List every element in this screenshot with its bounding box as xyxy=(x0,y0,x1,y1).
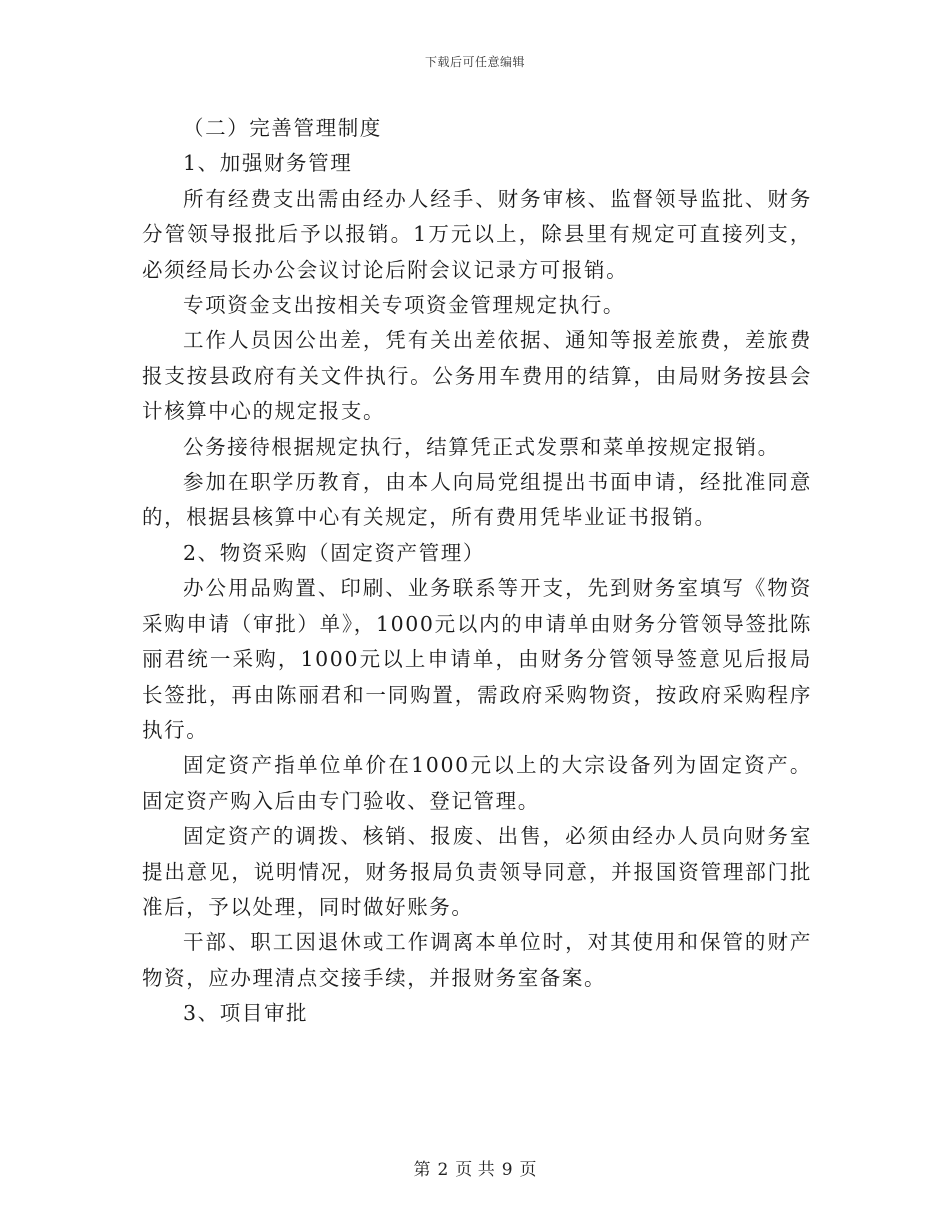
finance-heading: 1、加强财务管理 xyxy=(183,151,353,176)
procurement-heading: 2、物资采购（固定资产管理） xyxy=(183,540,485,565)
total-pages-number: 9 xyxy=(501,1160,513,1180)
procurement-paragraph: 固定资产的调拨、核销、报废、出售，必须由经办人员向财务室提出意见，说明情况，财务报局负责领导同意，并报国资管理部门批准后，予以处理，同时做好账务。 xyxy=(142,824,812,919)
procurement-paragraph: 干部、职工因退休或工作调离本单位时，对其使用和保管的财产物资，应办理清点交接手续，并报财务室备案。 xyxy=(142,930,812,990)
page-label-prefix: 第 xyxy=(413,1160,431,1180)
procurement-paragraph: 办公用品购置、印刷、业务联系等开支，先到财务室填写《物资采购申请（审批）单》，1000元以内的申请单由财务分管领导签批陈丽君统一采购，1000元以上申请单，由财务分管领导签意见后报局长签批，再由陈丽君和一同购置，需政府采购物资，按政府采购程序执行。 xyxy=(142,576,812,742)
project-heading: 3、项目审批 xyxy=(183,1001,309,1026)
page-label-suffix: 页 xyxy=(519,1160,537,1180)
page-header: 下载后可任意编辑 xyxy=(424,55,525,69)
finance-paragraph: 工作人员因公出差，凭有关出差依据、通知等报差旅费，差旅费报支按县政府有关文件执行。公务用车费用的结算，由局财务按县会计核算中心的规定报支。 xyxy=(142,328,812,424)
page-footer xyxy=(0,1155,950,1180)
page-label-mid: 页 共 xyxy=(455,1160,495,1180)
document-body xyxy=(142,111,812,1032)
finance-paragraph: 专项资金支出按相关专项资金管理规定执行。 xyxy=(183,293,625,318)
current-page-number: 2 xyxy=(437,1160,449,1180)
finance-paragraph: 参加在职学历教育，由本人向局党组提出书面申请，经批准同意的，根据县核算中心有关规定，所有费用凭毕业证书报销。 xyxy=(142,470,812,530)
procurement-paragraph: 固定资产指单位单价在1000元以上的大宗设备列为固定资产。固定资产购入后由专门验收、登记管理。 xyxy=(142,753,812,813)
finance-paragraph: 所有经费支出需由经办人经手、财务审核、监督领导监批、财务分管领导报批后予以报销。1万元以上，除县里有规定可直接列支，必须经局长办公会议讨论后附会议记录方可报销。 xyxy=(142,186,812,282)
finance-paragraph: 公务接待根据规定执行，结算凭正式发票和菜单按规定报销。 xyxy=(183,434,780,459)
section-heading: （二）完善管理制度 xyxy=(183,116,382,140)
